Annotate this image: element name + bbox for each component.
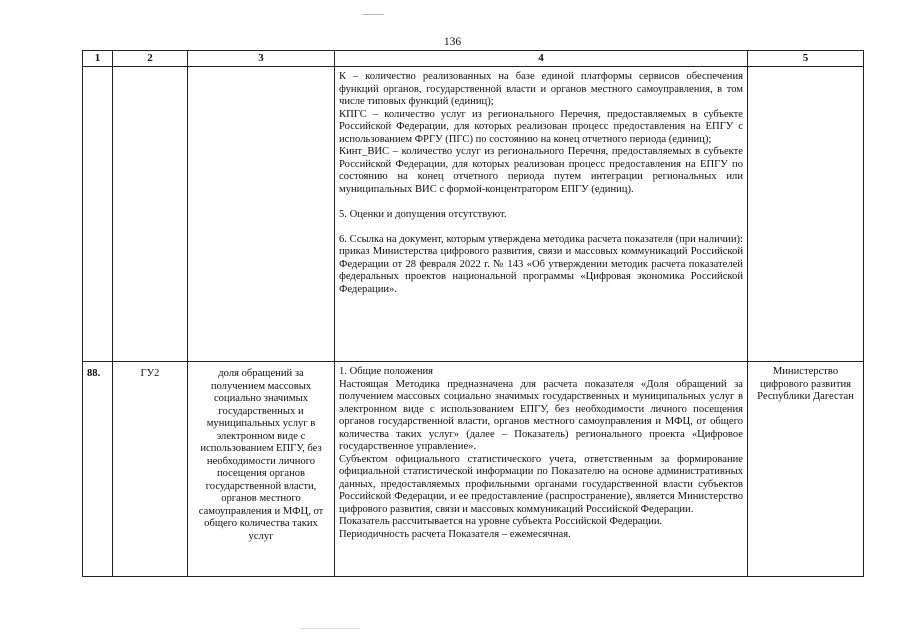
indicator-table <box>82 50 864 577</box>
method-level: Показатель рассчитывается на уровне субъекта Российской Федерации. <box>339 516 663 527</box>
table-header-row <box>83 51 864 67</box>
header-col-3: 3 <box>188 51 335 67</box>
header-col-2: 2 <box>113 51 188 67</box>
method-periodicity: Периодичность расчета Показателя – ежемесячная. <box>339 528 571 540</box>
cell-code-empty <box>113 67 188 362</box>
table-row-88 <box>83 362 864 577</box>
header-col-4: 4 <box>335 51 748 67</box>
method-subject: Субъектом официального статистического учета, ответственным за формирование официальной статистической информации по Показателю на основе административных данных, предоставляемых профильными органами государственной власти субъектов Российской Федерации, и ее предоставление (распространение), является Министерство цифрового развития, связи и массовых коммуникаций Российской Федерации. <box>339 453 743 515</box>
definition-kpgs: КПГС – количество услуг из регионального Перечня, предоставляемых в субъекте Российской Федерации, для которых реализован процесс предоставления на ЕПГУ с использованием ФРГУ (ПГС) по состоянию на конец отчетного периода (единиц); <box>339 108 743 145</box>
header-col-5: 5 <box>748 51 864 67</box>
cell-num-empty <box>83 67 113 362</box>
cell-method-row-88 <box>335 362 748 577</box>
indicator-name: доля обращений за получением массовых социально значимых государственных и муниципальных услуг в электронном виде с использованием ЕПГУ, без необходимости личного посещения органов государственной власти, органов местного самоуправления и МФЦ, от общего количества таких услуг <box>188 362 335 577</box>
method-purpose: Настоящая Методика предназначена для расчета показателя «Доля обращений за получением массовых социально значимых государственных и муниципальных услуг в электронном виде с использованием ЕПГУ, без необходимости личного посещения органов государственной власти, органов местного самоуправления и МФЦ, от общего количества таких услуг» (далее – Показатель) регионального проекта «Цифровое государственное управление». <box>339 378 743 452</box>
section-5: 5. Оценки и допущения отсутствуют. <box>339 208 507 220</box>
row-number: 88. <box>83 362 113 577</box>
definition-k: К – количество реализованных на базе единой платформы сервисов обеспечения функций органов, государственной власти и органов местного самоуправления, в том числе типовых функций (единиц); <box>339 71 743 107</box>
cell-responsible-empty <box>748 67 864 362</box>
method-heading: 1. Общие положения <box>339 366 434 377</box>
indicator-code: ГУ2 <box>113 362 188 577</box>
header-col-1: 1 <box>83 51 113 67</box>
cell-indicator-empty <box>188 67 335 362</box>
table-row-continuation <box>83 67 864 362</box>
scan-mark-bottom <box>300 628 360 629</box>
page-number: 136 <box>443 36 462 48</box>
definition-kint-vis: Кинт_ВИС – количество услуг из регионального Перечня, предоставляемых в субъекте Российской Федерации, для которых реализован процесс предоставления на ЕПГУ по состоянию на конец отчетного периода путем интеграции региональных или муниципальных ВИС с формой-концентратором ЕПГУ (единиц). <box>339 146 743 195</box>
responsible-authority: Министерство цифрового развития Республики Дагестан <box>748 362 864 577</box>
scan-mark-top <box>362 14 384 15</box>
cell-method-continuation <box>335 67 748 362</box>
section-6: 6. Ссылка на документ, которым утверждена методика расчета показателя (при наличии): приказ Министерства цифрового развития, связи и массовых коммуникаций Российской Федерации от 28 февраля 2022 г. № 143 «Об утверждении методик расчета показателей федеральных проектов национальной программы «Цифровая экономика Российской Федерации». <box>339 233 743 295</box>
